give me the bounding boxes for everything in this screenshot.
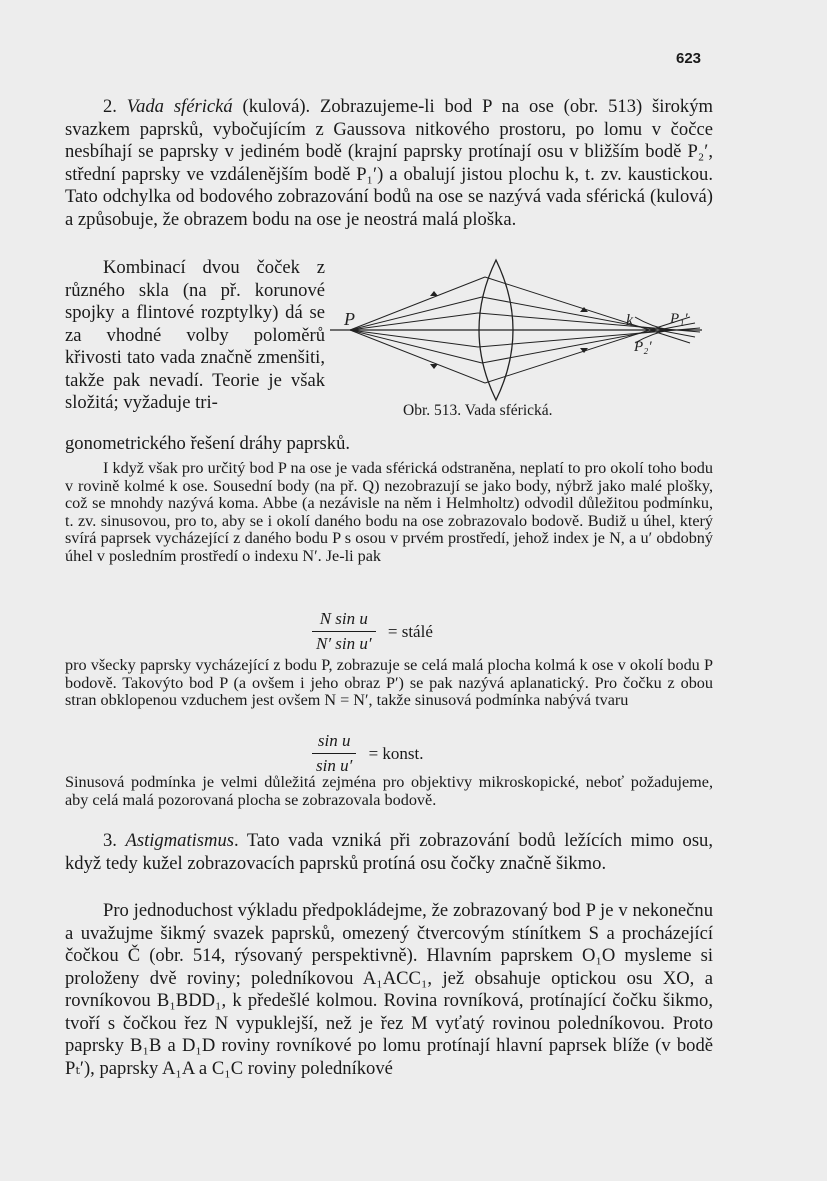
section-3-number: 3.: [103, 830, 117, 851]
formula-2-fraction: [312, 731, 356, 776]
formula-1-numerator: N sin u: [312, 609, 376, 632]
small-print-para-1: [65, 460, 713, 566]
section-2-number: 2.: [103, 96, 117, 117]
microscope-text: Sinusová podmínka je velmi důležitá zejména pro objektivy mikroskopické, neboť požadujeme, aby celá malá pozorovaná plocha se zobrazovala bodově.: [65, 773, 713, 809]
final-paragraph: [65, 900, 713, 1080]
combination-text: Kombinací dvou čoček z různého skla (na př. korunové spojky a flintové rozptylky) dá se za vhodné volby poloměrů křivosti tato vada značně zmenšiti, takže pak nevadí. Teorie je však složitá; vyžaduje tri-: [65, 257, 325, 413]
label-P2: P₂′: [634, 339, 652, 355]
label-k: k: [626, 312, 634, 329]
formula-1-fraction: [312, 609, 376, 654]
formula-2-rhs: = konst.: [368, 743, 424, 763]
formula-1-rhs: = stálé: [387, 621, 433, 641]
figure-513-spherical-aberration: [330, 255, 720, 415]
aplanatic-text: pro všecky paprsky vycházející z bodu P, zobrazuje se celá malá plocha kolmá k ose v okolí bodu P bodově. Takovýto bod P (a ovšem i jeho obraz P′) se pak nazývá aplanatický. Pro čočku z obou stran obklopenou vzduchem jest ovšem N = N′, takže sinusová podmínka nabývá tvaru: [65, 656, 713, 710]
combination-paragraph: [65, 257, 325, 415]
formula-1-denominator: N′ sin u′: [316, 634, 372, 653]
label-P: P: [344, 309, 355, 329]
section-2-paragraph: [65, 96, 713, 231]
page-number: 623: [676, 50, 702, 67]
formula-2-denominator: sin u′: [316, 756, 353, 775]
section-2-text: (kulová). Zobrazujeme-li bod P na ose (obr. 513) širokým svazkem paprsků, vybočujícím z Gaussova nitkového prostoru, po lomu v čočce nesbíhají se paprsky v jediném bodě (krajní paprsky protínají osu v bližším bodě P₂′, střední paprsky ve vzdálenějším bodě P₁′) a obalují jistou plochu k, t. zv. kaustickou. Tato odchylka od bodového zobrazování bodů na ose se nazývá vada sférická (kulová) a způsobuje, že obrazem bodu na ose je neostrá malá ploška.: [65, 96, 713, 230]
small-print-para-3: [65, 774, 713, 809]
combination-line-2: gonometrického řešení dráhy paprsků.: [65, 433, 351, 454]
section-2-title: Vada sférická: [126, 96, 233, 117]
label-P1: P₁′: [670, 311, 688, 327]
section-3: [65, 830, 713, 875]
sine-condition-text: I když však pro určitý bod P na ose je vada sférická odstraněna, neplatí to pro okolí toho bodu v rovině kolmé k ose. Sousední body (na př. Q) nezobrazují se jako body, nýbrž jako malé plošky, což se mnohdy nazývá koma. Abbe (a nezávisle na něm i Helmholtz) odvodil důležitou podmínku, t. zv. sinusovou, pro to, aby se i okolí daného bodu na ose zobrazovalo bodově. Budiž u úhel, který svírá paprsek vycházející z daného bodu P s osou v prvém prostředí, jehož index je N, a u′ obdobný úhel v posledním prostředí o indexu N′. Je-li pak: [65, 459, 713, 565]
section-3-text: . Tato vada vzniká při zobrazování bodů ležících mimo osu, když tedy kužel zobrazovacích paprsků protíná osu čočky značně šikmo.: [65, 830, 713, 874]
astigmatism-explanation: Pro jednoduchost výkladu předpokládejme, že zobrazovaný bod P je v nekonečnu a uvažujme šikmý svazek paprsků, omezený čtvercovým stínítkem S a procházející čočkou Č (obr. 514, rýsovaný perspektivně). Hlavním paprskem O₁O mysleme si proloženy dvě roviny; poledníkovou A₁ACC₁, jež obsahuje optickou osu XO, a rovníkovou B₁BDD₁, k předešlé kolmou. Rovina rovníková, protínající čočku šikmo, tvoří s čočkou řez N vypuklejší, než je řez M vyťatý rovinou poledníkovou. Proto paprsky B₁B a D₁D roviny rovníkové po lomu protínají hlavní paprsek blíže (v bodě Pₜ′), paprsky A₁A a C₁C roviny poledníkové: [65, 900, 713, 1079]
section-3-title: Astigmatismus: [125, 830, 234, 851]
formula-2-numerator: sin u: [312, 731, 356, 754]
small-print-para-2: [65, 657, 713, 710]
formula-sine-constant: [312, 731, 424, 776]
figure-513-caption: Obr. 513. Vada sférická.: [403, 402, 553, 419]
section-3-paragraph: [65, 830, 713, 875]
formula-sine-condition: [312, 609, 433, 654]
section-2: [65, 96, 713, 231]
